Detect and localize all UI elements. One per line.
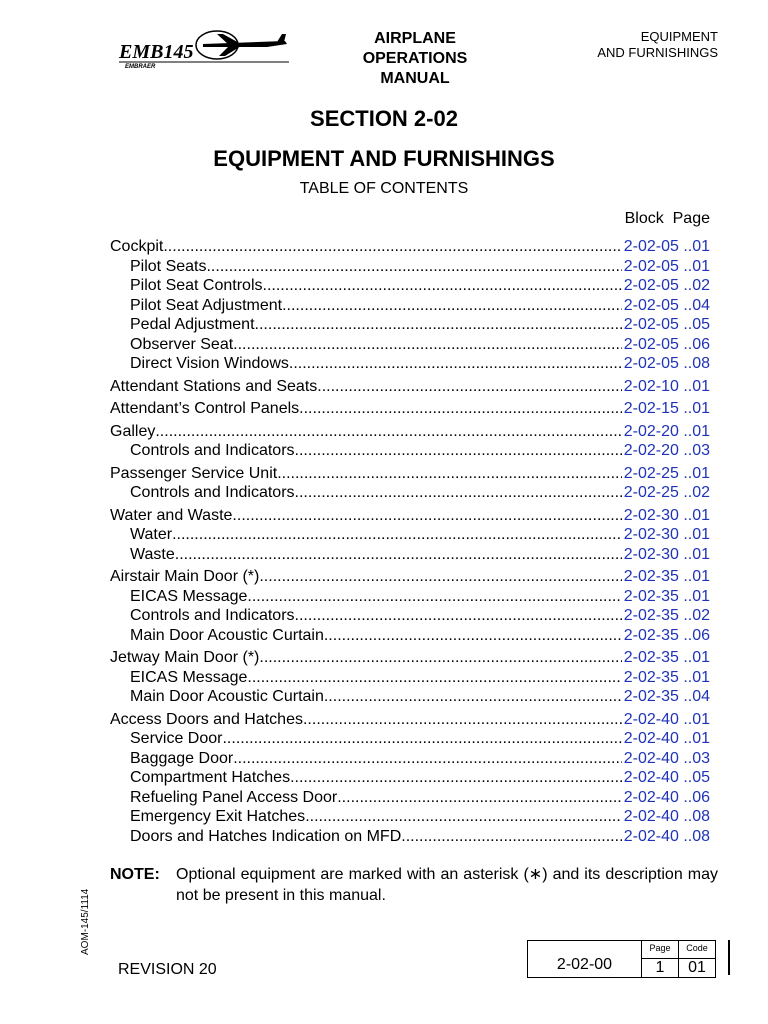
dot-leader bbox=[295, 441, 622, 461]
toc-group bbox=[110, 648, 710, 707]
toc-subentry[interactable] bbox=[110, 587, 710, 607]
toc-subentry[interactable] bbox=[110, 626, 710, 646]
toc-entry[interactable] bbox=[110, 648, 710, 668]
document-code: AOM-145/1114 bbox=[80, 888, 91, 955]
toc-entry-label: Pilot Seat Adjustment bbox=[130, 296, 283, 314]
toc-entry-reference[interactable]: 2-02-40 ..03 bbox=[623, 749, 710, 767]
toc-entry-label: Jetway Main Door (*) bbox=[110, 649, 260, 666]
toc-entry-reference[interactable]: 2-02-20 ..01 bbox=[623, 422, 710, 440]
toc-entry-label: Service Door bbox=[130, 730, 223, 747]
toc-entry-label: Passenger Service Unit bbox=[110, 464, 278, 482]
toc-subentry[interactable] bbox=[110, 315, 710, 335]
chapter-title bbox=[597, 29, 718, 61]
dot-leader bbox=[255, 315, 622, 335]
toc-subentry[interactable] bbox=[110, 687, 710, 707]
toc-entry-reference[interactable]: 2-02-35 ..01 bbox=[623, 649, 710, 666]
toc-entry-reference[interactable]: 2-02-35 ..01 bbox=[623, 568, 710, 585]
toc-entry-label: Direct Vision Windows bbox=[130, 355, 289, 372]
section-title: SECTION 2-02 bbox=[310, 106, 458, 131]
toc-entry-label: Pilot Seats bbox=[130, 257, 207, 275]
embraer-logo bbox=[117, 28, 292, 70]
dot-leader bbox=[232, 506, 621, 526]
toc-entry-reference[interactable]: 2-02-05 ..06 bbox=[623, 335, 710, 353]
table-of-contents bbox=[110, 237, 710, 849]
dot-leader bbox=[155, 422, 621, 442]
toc-entry-reference[interactable]: 2-02-40 ..08 bbox=[623, 827, 710, 845]
toc-subentry[interactable] bbox=[110, 483, 710, 503]
dot-leader bbox=[324, 687, 622, 707]
toc-entry-reference[interactable]: 2-02-35 ..01 bbox=[623, 587, 710, 605]
note-label: NOTE: bbox=[110, 866, 160, 883]
toc-subentry[interactable] bbox=[110, 827, 710, 847]
toc-entry-reference[interactable]: 2-02-05 ..02 bbox=[623, 277, 710, 294]
toc-entry-label: Attendant’s Control Panels bbox=[110, 400, 300, 417]
dot-leader bbox=[290, 768, 622, 788]
toc-subentry[interactable] bbox=[110, 276, 710, 296]
toc-entry-reference[interactable]: 2-02-05 ..04 bbox=[623, 296, 710, 314]
toc-subentry[interactable] bbox=[110, 668, 710, 688]
page-cell bbox=[642, 941, 679, 977]
toc-entry-reference[interactable]: 2-02-25 ..01 bbox=[623, 464, 710, 482]
toc-group bbox=[110, 237, 710, 374]
toc-entry-label: Main Door Acoustic Curtain bbox=[130, 688, 324, 705]
toc-entry-label: Refueling Panel Access Door bbox=[130, 788, 338, 806]
toc-entry-label: Controls and Indicators bbox=[130, 484, 295, 501]
toc-subentry[interactable] bbox=[110, 296, 710, 316]
toc-entry-label: Waste bbox=[130, 545, 175, 563]
dot-leader bbox=[247, 587, 621, 607]
toc-heading: TABLE OF CONTENTS bbox=[299, 180, 469, 197]
dot-leader bbox=[303, 710, 622, 730]
toc-subentry[interactable] bbox=[110, 606, 710, 626]
toc-entry-reference[interactable]: 2-02-40 ..05 bbox=[623, 769, 710, 786]
dot-leader bbox=[305, 807, 622, 827]
toc-entry-reference[interactable]: 2-02-30 ..01 bbox=[623, 545, 710, 563]
page-label: Page bbox=[649, 943, 671, 953]
dot-leader bbox=[324, 626, 622, 646]
toc-entry-label: Water and Waste bbox=[110, 506, 233, 524]
chapter-title-line: EQUIPMENT bbox=[640, 29, 718, 44]
dot-leader bbox=[282, 296, 622, 316]
toc-entry-label: Cockpit bbox=[110, 238, 164, 255]
toc-entry-label: Controls and Indicators bbox=[130, 607, 295, 624]
toc-entry-label: Access Doors and Hatches bbox=[110, 710, 303, 728]
code-label: Code bbox=[686, 943, 708, 953]
toc-entry-reference[interactable]: 2-02-40 ..01 bbox=[623, 730, 710, 747]
toc-entry-reference[interactable]: 2-02-40 ..08 bbox=[623, 808, 710, 825]
dot-leader bbox=[263, 276, 622, 296]
change-bar bbox=[728, 940, 730, 975]
toc-entry[interactable] bbox=[110, 377, 710, 397]
toc-entry-reference[interactable]: 2-02-35 ..04 bbox=[623, 688, 710, 705]
toc-group bbox=[110, 506, 710, 565]
dot-leader bbox=[289, 354, 622, 374]
toc-entry-label: Attendant Stations and Seats bbox=[110, 377, 318, 395]
manual-title-line: MANUAL bbox=[380, 70, 450, 87]
dot-leader bbox=[277, 464, 622, 484]
toc-entry-reference[interactable]: 2-02-40 ..06 bbox=[623, 788, 710, 806]
dot-leader bbox=[401, 827, 621, 847]
toc-entry-label: EICAS Message bbox=[130, 587, 248, 605]
toc-entry-label: Compartment Hatches bbox=[130, 769, 291, 786]
dot-leader bbox=[295, 606, 622, 626]
toc-entry[interactable] bbox=[110, 399, 710, 419]
dot-leader bbox=[206, 257, 621, 277]
toc-entry-label: Pilot Seat Controls bbox=[130, 277, 263, 294]
dot-leader bbox=[233, 335, 622, 355]
toc-entry-label: Controls and Indicators bbox=[130, 442, 295, 459]
toc-subentry[interactable] bbox=[110, 788, 710, 808]
toc-subentry[interactable] bbox=[110, 257, 710, 277]
chapter-title-line: AND FURNISHINGS bbox=[597, 45, 718, 60]
page-number: 1 bbox=[642, 958, 678, 977]
column-header: Block Page bbox=[624, 210, 710, 227]
dot-leader bbox=[317, 377, 621, 397]
toc-entry-reference[interactable]: 2-02-10 ..01 bbox=[623, 377, 710, 395]
dot-leader bbox=[259, 567, 621, 587]
toc-entry-reference[interactable]: 2-02-05 ..05 bbox=[623, 316, 710, 333]
toc-entry-label: Galley bbox=[110, 422, 156, 440]
toc-subentry[interactable] bbox=[110, 749, 710, 769]
toc-entry-reference[interactable]: 2-02-30 ..01 bbox=[623, 526, 710, 543]
toc-entry-reference[interactable]: 2-02-25 ..02 bbox=[623, 484, 710, 501]
footer-box bbox=[527, 940, 716, 978]
revision-label: REVISION 20 bbox=[118, 961, 217, 978]
block-number-cell bbox=[528, 941, 642, 977]
dot-leader bbox=[163, 237, 621, 257]
code-cell bbox=[679, 941, 715, 977]
toc-entry-label: Observer Seat bbox=[130, 335, 234, 353]
toc-entry-reference[interactable]: 2-02-40 ..01 bbox=[623, 710, 710, 728]
toc-entry-label: Water bbox=[130, 526, 173, 543]
toc-subentry[interactable] bbox=[110, 335, 710, 355]
toc-group bbox=[110, 567, 710, 645]
toc-entry-reference[interactable]: 2-02-05 ..01 bbox=[623, 257, 710, 275]
toc-entry-label: EICAS Message bbox=[130, 668, 248, 686]
toc-entry[interactable] bbox=[110, 506, 710, 526]
dot-leader bbox=[247, 668, 621, 688]
toc-entry[interactable] bbox=[110, 567, 710, 587]
toc-entry[interactable] bbox=[110, 237, 710, 257]
toc-subentry[interactable] bbox=[110, 354, 710, 374]
toc-group bbox=[110, 710, 710, 847]
dot-leader bbox=[295, 483, 622, 503]
toc-group bbox=[110, 399, 710, 419]
toc-subentry[interactable] bbox=[110, 441, 710, 461]
toc-entry-label: Emergency Exit Hatches bbox=[130, 808, 306, 825]
toc-entry-label: Baggage Door bbox=[130, 749, 234, 767]
toc-entry-reference[interactable]: 2-02-30 ..01 bbox=[623, 506, 710, 524]
toc-entry-reference[interactable]: 2-02-05 ..01 bbox=[623, 238, 710, 255]
toc-subentry[interactable] bbox=[110, 525, 710, 545]
block-number: 2-02-00 bbox=[556, 956, 613, 973]
toc-entry-label: Doors and Hatches Indication on MFD bbox=[130, 827, 402, 845]
toc-entry[interactable] bbox=[110, 422, 710, 442]
toc-entry[interactable] bbox=[110, 710, 710, 730]
toc-entry-label: Airstair Main Door (*) bbox=[110, 568, 260, 585]
manual-title-line: AIRPLANE bbox=[374, 30, 456, 47]
note-text: Optional equipment are marked with an asterisk (∗) and its description may not be present in this manual. bbox=[176, 866, 718, 904]
toc-entry[interactable] bbox=[110, 464, 710, 484]
toc-entry-reference[interactable]: 2-02-20 ..03 bbox=[623, 442, 710, 459]
toc-subentry[interactable] bbox=[110, 729, 710, 749]
logo-sub: EMBRAER bbox=[125, 64, 156, 70]
toc-entry-reference[interactable]: 2-02-35 ..06 bbox=[623, 626, 710, 644]
dot-leader bbox=[175, 545, 622, 565]
logo-text: EMB145 bbox=[119, 41, 194, 63]
toc-subentry[interactable] bbox=[110, 545, 710, 565]
toc-entry-reference[interactable]: 2-02-05 ..08 bbox=[623, 355, 710, 372]
toc-group bbox=[110, 464, 710, 503]
section-subject: EQUIPMENT AND FURNISHINGS bbox=[213, 146, 555, 171]
note bbox=[110, 864, 718, 906]
toc-entry-label: Pedal Adjustment bbox=[130, 316, 255, 333]
toc-group bbox=[110, 422, 710, 461]
toc-entry-label: Main Door Acoustic Curtain bbox=[130, 626, 324, 644]
dot-leader bbox=[172, 525, 622, 545]
toc-entry-reference[interactable]: 2-02-15 ..01 bbox=[623, 400, 710, 417]
dot-leader bbox=[337, 788, 621, 808]
manual-title-line: OPERATIONS bbox=[362, 50, 468, 67]
toc-group bbox=[110, 377, 710, 397]
code-number: 01 bbox=[679, 958, 715, 977]
toc-entry-reference[interactable]: 2-02-35 ..01 bbox=[623, 668, 710, 686]
toc-subentry[interactable] bbox=[110, 807, 710, 827]
dot-leader bbox=[222, 729, 621, 749]
toc-subentry[interactable] bbox=[110, 768, 710, 788]
dot-leader bbox=[233, 749, 622, 769]
manual-title bbox=[300, 29, 530, 89]
dot-leader bbox=[259, 648, 621, 668]
toc-entry-reference[interactable]: 2-02-35 ..02 bbox=[623, 607, 710, 624]
dot-leader bbox=[299, 399, 622, 419]
